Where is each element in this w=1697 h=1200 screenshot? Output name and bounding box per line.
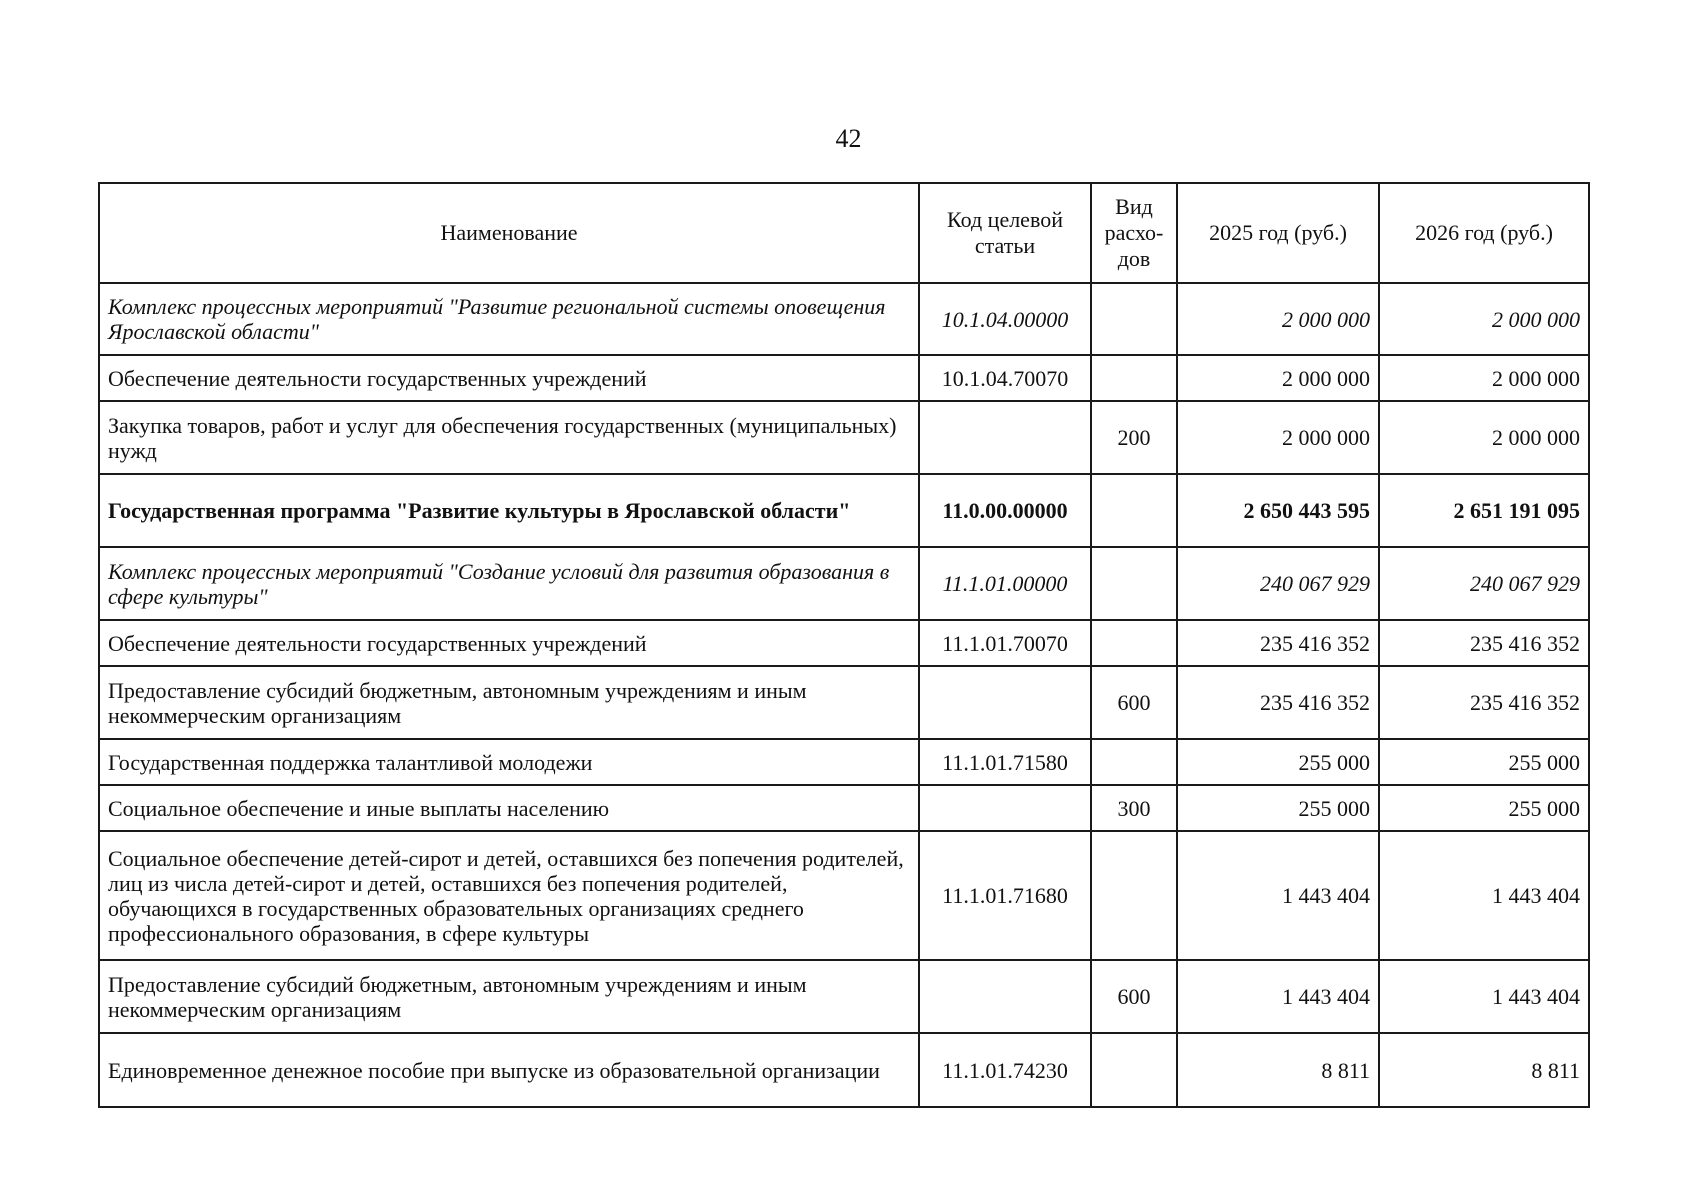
table-header-row [99, 183, 1589, 283]
cell-2025: 2 650 443 595 [1177, 474, 1379, 547]
cell-code: 10.1.04.00000 [919, 283, 1091, 355]
cell-name: Единовременное денежное пособие при выпуске из образовательной организации [99, 1033, 919, 1107]
cell-code [919, 666, 1091, 739]
cell-2026: 2 000 000 [1379, 401, 1589, 474]
table-row [99, 960, 1589, 1033]
cell-2025: 235 416 352 [1177, 666, 1379, 739]
cell-kind [1091, 355, 1177, 401]
cell-kind [1091, 620, 1177, 666]
cell-2026: 255 000 [1379, 785, 1589, 831]
cell-name: Предоставление субсидий бюджетным, автономным учреждениям и иным некоммерческим организациям [99, 666, 919, 739]
cell-code [919, 785, 1091, 831]
cell-kind [1091, 283, 1177, 355]
table-row [99, 355, 1589, 401]
cell-2026: 1 443 404 [1379, 960, 1589, 1033]
table-row [99, 831, 1589, 960]
cell-2025: 255 000 [1177, 739, 1379, 785]
cell-code: 11.1.01.70070 [919, 620, 1091, 666]
cell-name: Государственная поддержка талантливой молодежи [99, 739, 919, 785]
table-row [99, 283, 1589, 355]
cell-kind [1091, 739, 1177, 785]
cell-2026: 2 651 191 095 [1379, 474, 1589, 547]
cell-code: 11.1.01.71580 [919, 739, 1091, 785]
cell-2025: 2 000 000 [1177, 401, 1379, 474]
header-name: Наименование [99, 183, 919, 283]
cell-code: 10.1.04.70070 [919, 355, 1091, 401]
cell-name: Социальное обеспечение детей-сирот и детей, оставшихся без попечения родителей, лиц из числа детей-сирот и детей, оставшихся без попечения родителей, обучающихся в государственных образовательных организациях среднего профессионального образования, в сфере культуры [99, 831, 919, 960]
table-row [99, 620, 1589, 666]
cell-kind: 600 [1091, 666, 1177, 739]
cell-2025: 2 000 000 [1177, 283, 1379, 355]
header-2025: 2025 год (руб.) [1177, 183, 1379, 283]
table-row [99, 474, 1589, 547]
cell-code [919, 401, 1091, 474]
cell-kind: 200 [1091, 401, 1177, 474]
cell-2026: 2 000 000 [1379, 283, 1589, 355]
cell-name: Обеспечение деятельности государственных учреждений [99, 620, 919, 666]
table-row [99, 739, 1589, 785]
cell-2026: 255 000 [1379, 739, 1589, 785]
table-row [99, 666, 1589, 739]
cell-2026: 1 443 404 [1379, 831, 1589, 960]
cell-2025: 240 067 929 [1177, 547, 1379, 620]
cell-kind: 600 [1091, 960, 1177, 1033]
cell-2026: 240 067 929 [1379, 547, 1589, 620]
cell-kind: 300 [1091, 785, 1177, 831]
cell-code: 11.1.01.00000 [919, 547, 1091, 620]
cell-name: Предоставление субсидий бюджетным, автономным учреждениям и иным некоммерческим организациям [99, 960, 919, 1033]
cell-kind [1091, 831, 1177, 960]
cell-2026: 235 416 352 [1379, 666, 1589, 739]
cell-kind [1091, 474, 1177, 547]
table-row [99, 547, 1589, 620]
cell-code: 11.0.00.00000 [919, 474, 1091, 547]
cell-kind [1091, 1033, 1177, 1107]
header-kind: Вид расхо-дов [1091, 183, 1177, 283]
cell-2025: 2 000 000 [1177, 355, 1379, 401]
table-row [99, 1033, 1589, 1107]
page-number: 42 [835, 124, 862, 153]
cell-name: Комплекс процессных мероприятий "Создание условий для развития образования в сфере культуры" [99, 547, 919, 620]
cell-2025: 1 443 404 [1177, 960, 1379, 1033]
cell-name: Закупка товаров, работ и услуг для обеспечения государственных (муниципальных) нужд [99, 401, 919, 474]
cell-kind [1091, 547, 1177, 620]
table-row [99, 401, 1589, 474]
cell-2026: 235 416 352 [1379, 620, 1589, 666]
cell-code: 11.1.01.71680 [919, 831, 1091, 960]
cell-2026: 8 811 [1379, 1033, 1589, 1107]
cell-code: 11.1.01.74230 [919, 1033, 1091, 1107]
cell-2026: 2 000 000 [1379, 355, 1589, 401]
budget-table [98, 182, 1590, 1108]
cell-name: Социальное обеспечение и иные выплаты населению [99, 785, 919, 831]
cell-name: Государственная программа "Развитие культуры в Ярославской области" [99, 474, 919, 547]
cell-code [919, 960, 1091, 1033]
cell-2025: 1 443 404 [1177, 831, 1379, 960]
header-code: Код целевой статьи [919, 183, 1091, 283]
cell-name: Обеспечение деятельности государственных учреждений [99, 355, 919, 401]
cell-2025: 235 416 352 [1177, 620, 1379, 666]
cell-2025: 8 811 [1177, 1033, 1379, 1107]
header-2026: 2026 год (руб.) [1379, 183, 1589, 283]
cell-name: Комплекс процессных мероприятий "Развитие региональной системы оповещения Ярославской области" [99, 283, 919, 355]
cell-2025: 255 000 [1177, 785, 1379, 831]
table-row [99, 785, 1589, 831]
